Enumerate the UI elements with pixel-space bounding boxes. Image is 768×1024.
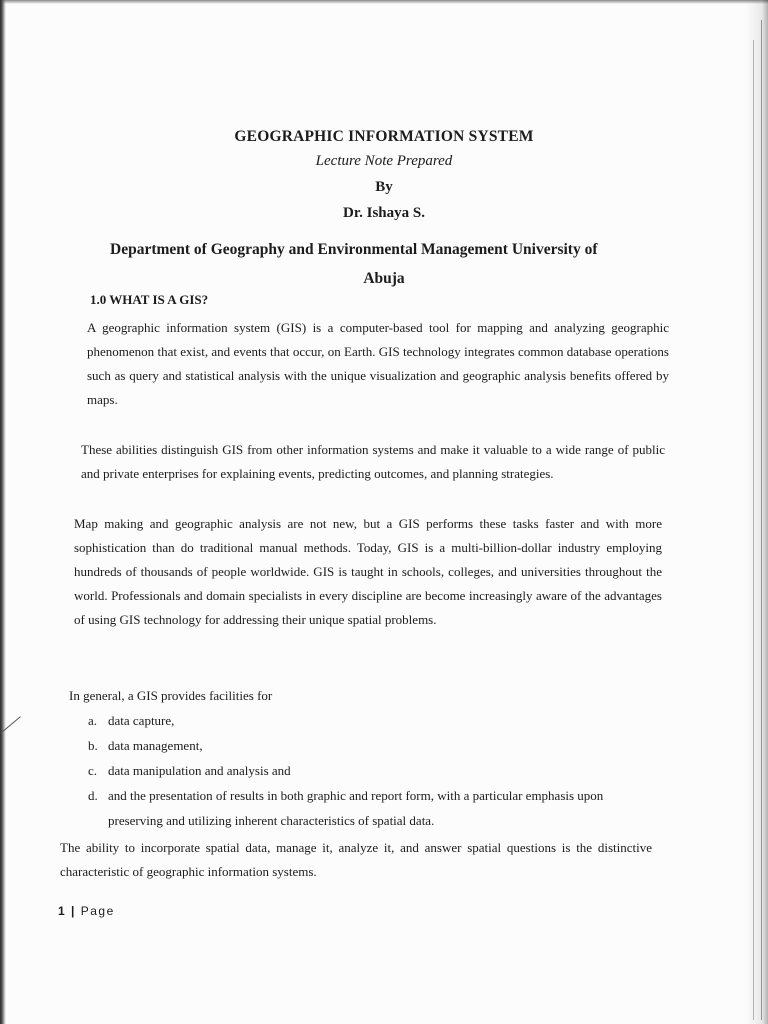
facilities-list <box>88 708 658 833</box>
list-item <box>88 733 658 758</box>
list-item <box>88 708 658 733</box>
by-label: By <box>375 179 393 195</box>
scan-edge-top <box>0 0 768 4</box>
page-footer <box>58 904 115 918</box>
page-number: 1 <box>58 904 67 918</box>
document-title: GEOGRAPHIC INFORMATION SYSTEM <box>234 128 534 145</box>
page-label: Page <box>80 904 115 918</box>
section-heading: 1.0 WHAT IS A GIS? <box>90 292 209 307</box>
author-name: Dr. Ishaya S. <box>343 205 425 221</box>
list-marker: d. <box>88 788 98 803</box>
list-item <box>88 783 658 833</box>
list-item-text: data capture, <box>108 713 175 728</box>
document-subtitle: Lecture Note Prepared <box>315 153 453 169</box>
footer-separator: | <box>71 904 76 918</box>
title-block <box>0 126 768 226</box>
department-line-2: Abuja <box>363 270 405 287</box>
paragraph-3: Map making and geographic analysis are not new, but a GIS performs these tasks faster and with more sophistication than do traditional manual methods. Today, GIS is a multi-billion-dollar industry employing hundreds of thousands of people worldwide. GIS is taught in schools, colleges, and universities throughout the world. Professionals and domain specialists in every discipline are become increasingly aware of the advantages of using GIS technology for addressing their unique spatial problems. <box>74 516 662 627</box>
list-item-text: and the presentation of results in both graphic and report form, with a particular emphasis upon preserving and utilizing inherent characteristics of spatial data. <box>108 788 604 828</box>
list-marker: a. <box>88 713 98 728</box>
list-item-text: data manipulation and analysis and <box>108 763 291 778</box>
list-marker: c. <box>88 763 98 778</box>
paragraph-4: The ability to incorporate spatial data, manage it, analyze it, and answer spatial questions is the distinctive characteristic of geographic information systems. <box>60 840 652 879</box>
list-item-text: data management, <box>108 738 203 753</box>
paragraph-1: A geographic information system (GIS) is a computer-based tool for mapping and analyzing geographic phenomenon that exist, and events that occur, on Earth. GIS technology integrates common database operations such as query and statistical analysis with the unique visualization and geographic analysis benefits offered by maps. <box>87 320 669 407</box>
department-line-1: Department of Geography and Environmental Management University of <box>110 241 598 258</box>
paragraph-2: These abilities distinguish GIS from other information systems and make it valuable to a wide range of public and private enterprises for explaining events, predicting outcomes, and planning strategies. <box>81 442 665 481</box>
list-intro: In general, a GIS provides facilities for <box>69 688 273 703</box>
list-marker: b. <box>88 738 98 753</box>
list-item <box>88 758 658 783</box>
